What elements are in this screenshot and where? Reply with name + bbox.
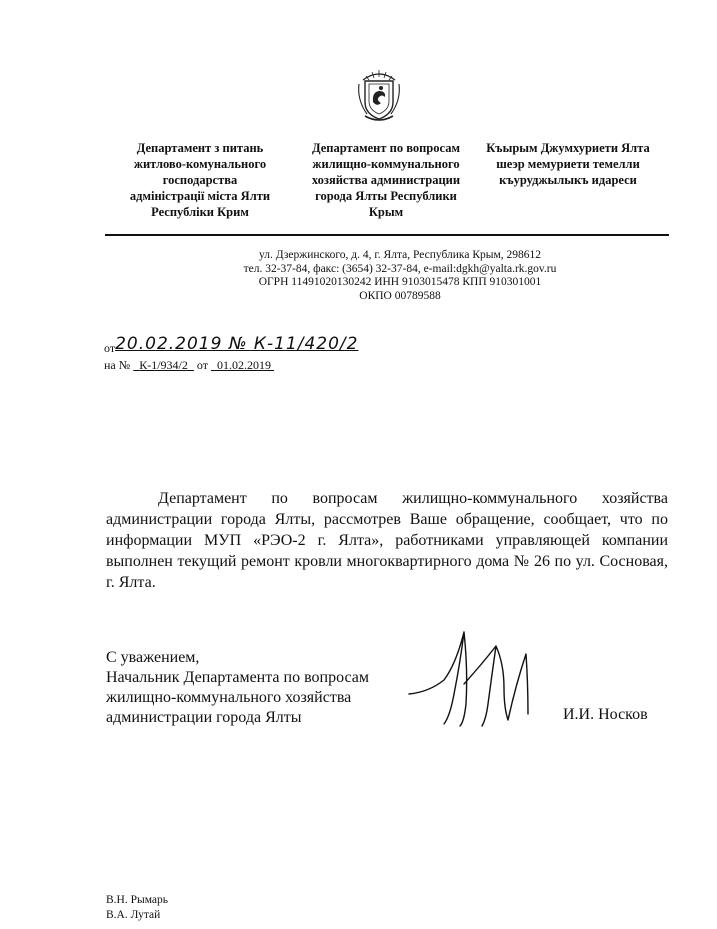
header-line: житлово-комунального xyxy=(133,157,267,171)
incoming-date: 01.02.2019 xyxy=(216,358,271,372)
header-line: господарства xyxy=(162,173,238,187)
registration-line: ОГРН 1149102013024​2 ИНН 9103015478 КПП 910301001 xyxy=(258,276,542,288)
outgoing-reference xyxy=(104,334,359,355)
phone-line: тел. 32-37-84, факс: (3654) 32-37-84, e-mail:dgkh@yalta.rk.gov.ru xyxy=(243,262,557,275)
header-line: шеэр мемуриети темелли xyxy=(496,157,640,171)
header-line: къуруджылыкъ идареси xyxy=(499,173,637,187)
okpo-line: ОКПО 00789588 xyxy=(359,289,441,302)
na-label: на № xyxy=(104,358,131,372)
header-line: Департамент по вопросам xyxy=(312,141,460,155)
header-line: жилищно-коммунального xyxy=(312,157,460,171)
header-line: Республіки Крим xyxy=(151,205,249,219)
handwritten-signature xyxy=(404,624,534,730)
header-line: хозяйства администрации xyxy=(311,173,461,187)
body-paragraph: Департамент по вопросам жилищно-коммунального хозяйства администрации города Ялты, рассмотрев Ваше обращение, сообщает, что по информации МУП «РЭО-2 г. Ялта», работниками управляющей компании выполнен текущий ремонт кровли многоквартирного дома № 26 по ул. Сосновая, г. Ялта. xyxy=(106,490,668,591)
crimea-coat-of-arms-icon xyxy=(355,66,403,122)
executor-name: В.А. Лутай xyxy=(106,909,161,921)
executors-block xyxy=(106,893,168,923)
header-crimean-tatar-name xyxy=(478,140,658,188)
closing-line: администрации города Ялты xyxy=(106,709,302,726)
header-line: адміністрації міста Ялти xyxy=(129,189,271,203)
header-line: Департамент з питань xyxy=(136,141,264,155)
incoming-number: К-1/934/2 xyxy=(139,358,188,372)
closing-line: Начальник Департамента по вопросам xyxy=(106,669,370,686)
incoming-reference xyxy=(104,358,274,372)
address-line: ул. Дзержинского, д. 4, г. Ялта, Республика Крым, 298612 xyxy=(258,249,542,261)
header-line: города Ялты Республики xyxy=(315,189,457,203)
header-line: Къырым Джумхуриети Ялта xyxy=(486,141,650,155)
closing-line: С уважением, xyxy=(106,649,200,666)
handwritten-reference: 20.02.2019 № К-11/420/2 xyxy=(115,334,359,354)
header-ukrainian-name xyxy=(100,140,300,220)
header-russian-name xyxy=(296,140,476,220)
header-divider xyxy=(105,234,669,236)
signer-name: И.И. Носков xyxy=(563,706,648,723)
incoming-ot-label: от xyxy=(196,358,208,372)
closing-line: жилищно-коммунального хозяйства xyxy=(106,689,352,706)
letter-body xyxy=(106,488,668,593)
executor-name: В.Н. Рымарь xyxy=(106,894,169,906)
closing-block xyxy=(106,648,369,728)
header-line: Крым xyxy=(368,205,404,219)
ot-label: от xyxy=(104,341,116,355)
contact-block xyxy=(220,249,580,303)
